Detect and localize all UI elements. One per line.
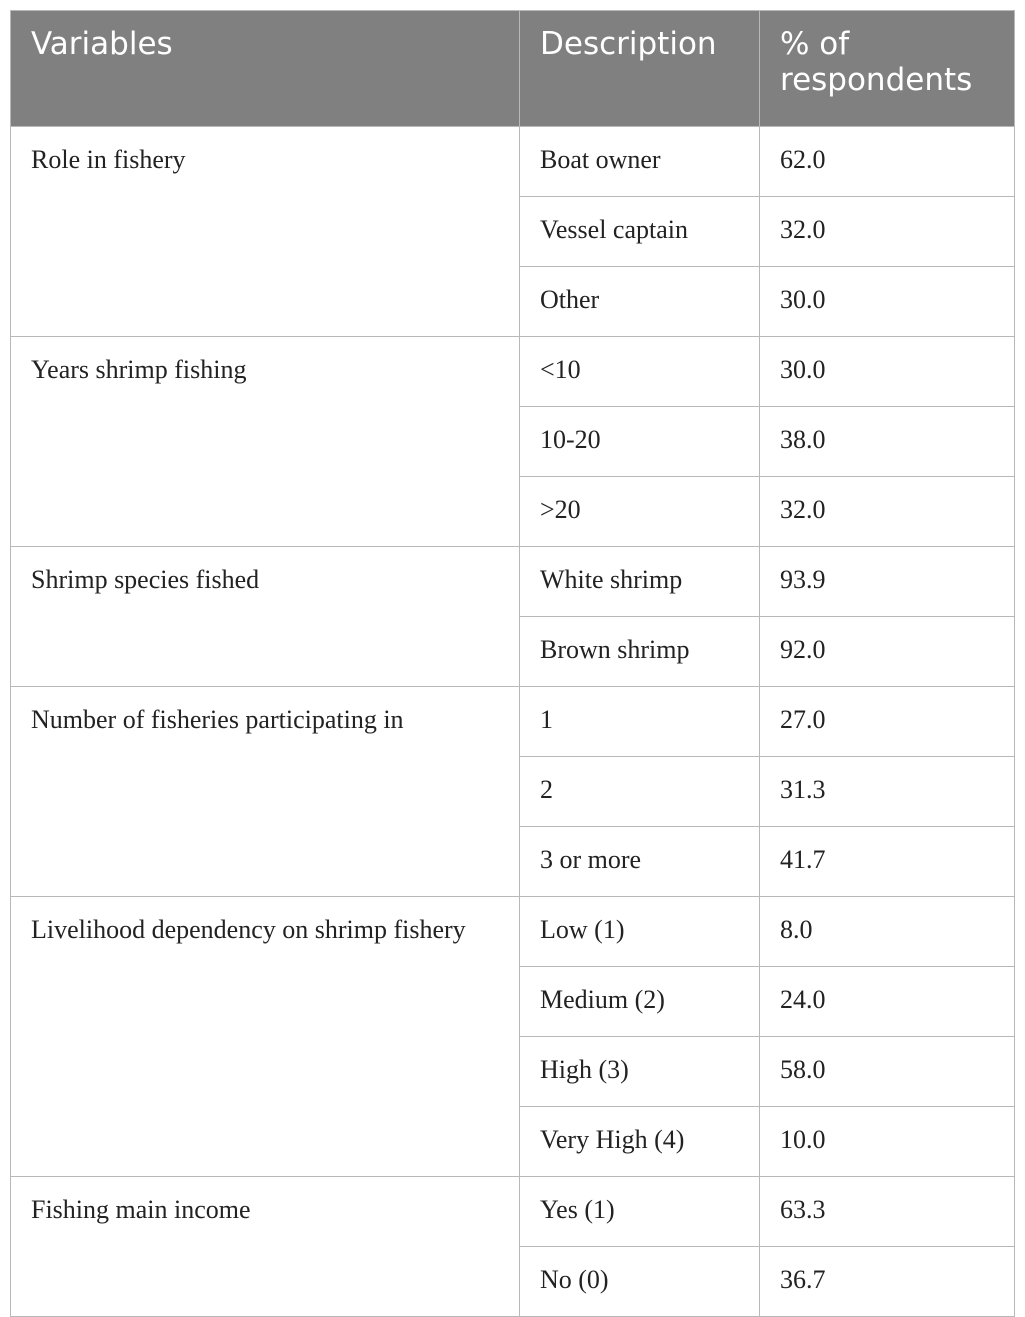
description-cell: No (0) bbox=[520, 1247, 760, 1317]
header-variables: Variables bbox=[11, 11, 520, 127]
description-cell: Brown shrimp bbox=[520, 617, 760, 687]
percent-cell: 8.0 bbox=[760, 897, 1015, 967]
description-cell: Vessel captain bbox=[520, 197, 760, 267]
percent-cell: 63.3 bbox=[760, 1177, 1015, 1247]
percent-cell: 31.3 bbox=[760, 757, 1015, 827]
percent-cell: 36.7 bbox=[760, 1247, 1015, 1317]
header-description: Description bbox=[520, 11, 760, 127]
percent-cell: 62.0 bbox=[760, 127, 1015, 197]
percent-cell: 32.0 bbox=[760, 197, 1015, 267]
variable-cell: Number of fisheries participating in bbox=[11, 687, 520, 897]
description-cell: 10-20 bbox=[520, 407, 760, 477]
description-cell: White shrimp bbox=[520, 547, 760, 617]
description-cell: 1 bbox=[520, 687, 760, 757]
description-cell: Other bbox=[520, 267, 760, 337]
description-cell: Very High (4) bbox=[520, 1107, 760, 1177]
percent-cell: 32.0 bbox=[760, 477, 1015, 547]
variable-cell: Livelihood dependency on shrimp fishery bbox=[11, 897, 520, 1177]
percent-cell: 24.0 bbox=[760, 967, 1015, 1037]
table-body bbox=[11, 127, 1015, 1317]
description-cell: 2 bbox=[520, 757, 760, 827]
percent-cell: 10.0 bbox=[760, 1107, 1015, 1177]
percent-cell: 92.0 bbox=[760, 617, 1015, 687]
variable-cell: Shrimp species fished bbox=[11, 547, 520, 687]
table-row bbox=[11, 547, 1015, 617]
description-cell: >20 bbox=[520, 477, 760, 547]
variable-cell: Fishing main income bbox=[11, 1177, 520, 1317]
header-percent-respondents: % of respondents bbox=[760, 11, 1015, 127]
description-cell: Medium (2) bbox=[520, 967, 760, 1037]
table-row bbox=[11, 337, 1015, 407]
description-cell: High (3) bbox=[520, 1037, 760, 1107]
description-cell: <10 bbox=[520, 337, 760, 407]
percent-cell: 30.0 bbox=[760, 337, 1015, 407]
percent-cell: 93.9 bbox=[760, 547, 1015, 617]
description-cell: Yes (1) bbox=[520, 1177, 760, 1247]
description-cell: 3 or more bbox=[520, 827, 760, 897]
table-header bbox=[11, 11, 1015, 127]
header-row bbox=[11, 11, 1015, 127]
table-row bbox=[11, 687, 1015, 757]
variable-cell: Role in fishery bbox=[11, 127, 520, 337]
variable-cell: Years shrimp fishing bbox=[11, 337, 520, 547]
table-row bbox=[11, 1177, 1015, 1247]
table-row bbox=[11, 127, 1015, 197]
respondents-table bbox=[10, 10, 1015, 1317]
percent-cell: 41.7 bbox=[760, 827, 1015, 897]
percent-cell: 27.0 bbox=[760, 687, 1015, 757]
percent-cell: 58.0 bbox=[760, 1037, 1015, 1107]
description-cell: Boat owner bbox=[520, 127, 760, 197]
percent-cell: 38.0 bbox=[760, 407, 1015, 477]
table-row bbox=[11, 897, 1015, 967]
description-cell: Low (1) bbox=[520, 897, 760, 967]
percent-cell: 30.0 bbox=[760, 267, 1015, 337]
